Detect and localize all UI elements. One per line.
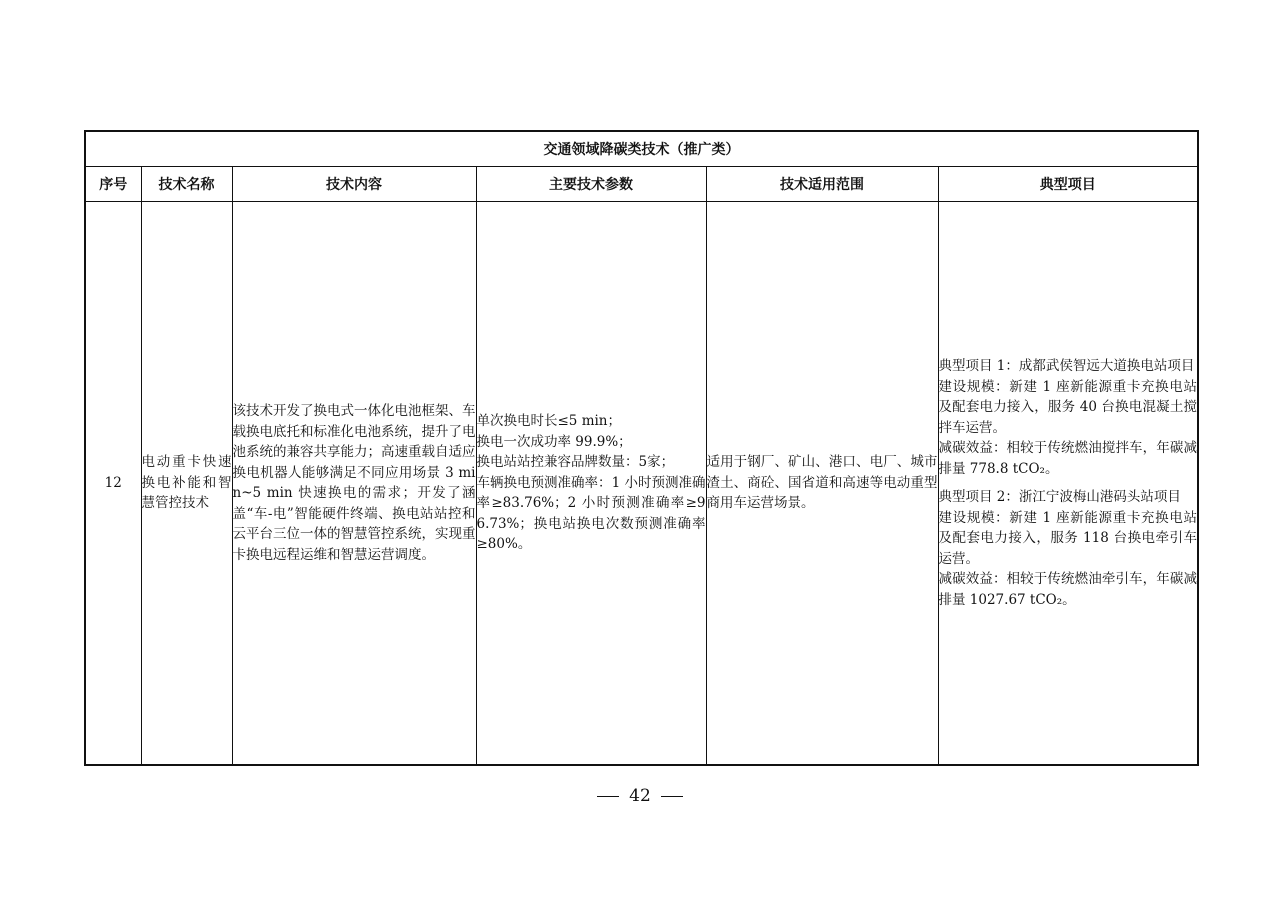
seq-number: 12 bbox=[104, 474, 122, 491]
project-scale: 建设规模：新建 1 座新能源重卡充换电站及配套电力接入，服务 118 台换电牵引车运营。 bbox=[938, 509, 1197, 567]
table-row bbox=[85, 202, 1198, 766]
header-tech-content: 技术内容 bbox=[232, 167, 476, 202]
project-benefit: 减碳效益：相较于传统燃油牵引车，年碳减排量 1027.67 tCO₂。 bbox=[938, 571, 1197, 608]
params-list bbox=[477, 411, 706, 555]
param-item: 换电站站控兼容品牌数量：5家； bbox=[476, 454, 675, 471]
header-tech-name: 技术名称 bbox=[141, 167, 232, 202]
cell-tech-content bbox=[232, 202, 476, 766]
header-typical-projects: 典型项目 bbox=[938, 167, 1198, 202]
tech-content-text: 该技术开发了换电式一体化电池框架、车载换电底托和标准化电池系统，提升了电池系统的兼容共享能力；高速重载自适应换电机器人能够满足不同应用场景 3 min~5 min 快速换电的需求；开发了涵盖“车-电”智能硬件终端、换电站站控和云平台三位一体的智慧管控系统，实现重卡换电远程运维和智慧运营调度。 bbox=[232, 403, 476, 563]
technology-table bbox=[84, 130, 1199, 766]
header-seq: 序号 bbox=[85, 167, 141, 202]
projects-list bbox=[939, 356, 1198, 610]
table-title-row bbox=[85, 131, 1198, 167]
tech-name-text: 电动重卡快速换电补能和智慧管控技术 bbox=[141, 454, 232, 512]
project-item bbox=[939, 356, 1198, 479]
header-main-params: 主要技术参数 bbox=[476, 167, 706, 202]
page-footer bbox=[0, 784, 1280, 808]
cell-tech-name bbox=[141, 202, 232, 766]
param-item: 单次换电时长≤5 min； bbox=[476, 413, 622, 430]
cell-typical-projects bbox=[938, 202, 1198, 766]
project-scale: 建设规模：新建 1 座新能源重卡充换电站及配套电力接入，服务 40 台换电混凝土搅拌车运营。 bbox=[938, 378, 1197, 436]
footer-dash-right bbox=[661, 796, 683, 797]
table-title: 交通领域降碳类技术（推广类） bbox=[85, 131, 1198, 167]
project-item bbox=[939, 487, 1198, 610]
page-number: 42 bbox=[629, 786, 651, 806]
project-title: 典型项目 1：成都武侯智远大道换电站项目 bbox=[938, 358, 1195, 374]
header-scope: 技术适用范围 bbox=[706, 167, 938, 202]
project-title: 典型项目 2：浙江宁波梅山港码头站项目 bbox=[938, 489, 1181, 505]
scope-text: 适用于钢厂、矿山、港口、电厂、城市渣土、商砼、国省道和高速等电动重型商用车运营场景。 bbox=[706, 454, 938, 512]
project-benefit: 减碳效益：相较于传统燃油搅拌车，年碳减排量 778.8 tCO₂。 bbox=[938, 440, 1197, 477]
param-item: 车辆换电预测准确率：1 小时预测准确率≥83.76%；2 小时预测准确率≥96.73%；换电站换电次数预测准确率≥80%。 bbox=[476, 474, 706, 553]
table-header-row bbox=[85, 167, 1198, 202]
footer-dash-left bbox=[597, 796, 619, 797]
param-item: 换电一次成功率 99.9%； bbox=[476, 433, 632, 450]
cell-main-params bbox=[476, 202, 706, 766]
cell-seq bbox=[85, 202, 141, 766]
cell-scope bbox=[706, 202, 938, 766]
